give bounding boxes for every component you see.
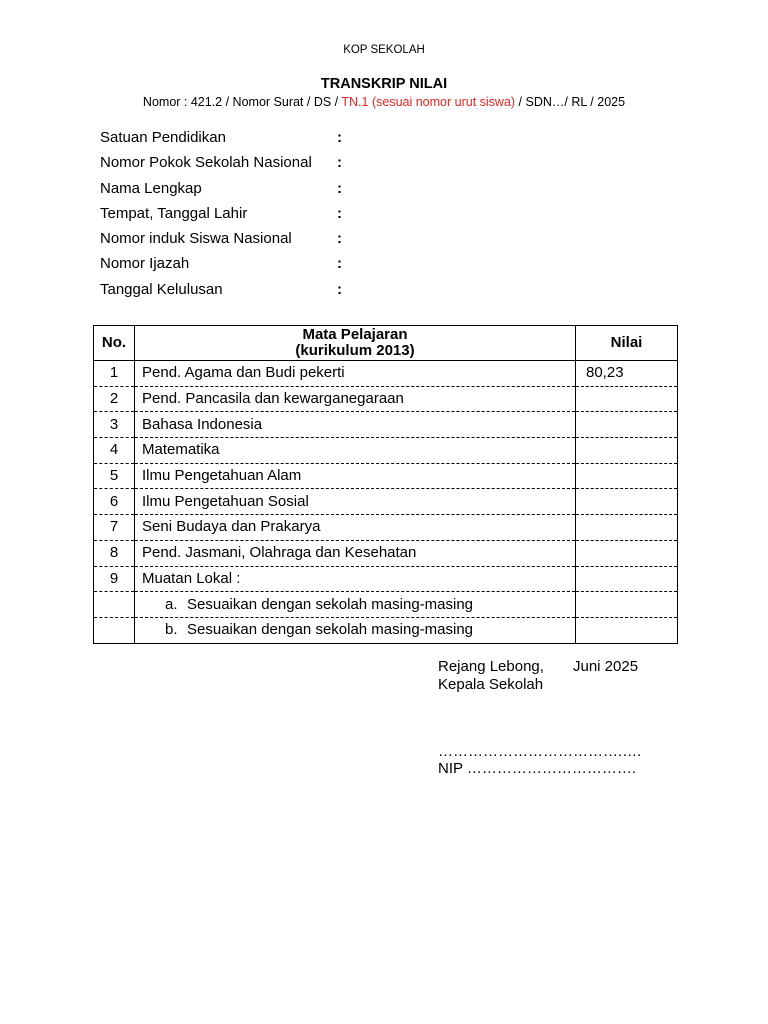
info-label: Nomor induk Siswa Nasional: [100, 230, 292, 248]
info-row: [100, 128, 400, 153]
header-no: No.: [94, 326, 135, 361]
subrow-value[interactable]: [576, 592, 678, 618]
row-no: 8: [94, 540, 135, 566]
row-value[interactable]: [576, 386, 678, 412]
letterhead-placeholder: KOP SEKOLAH: [343, 44, 425, 56]
row-no: 6: [94, 489, 135, 515]
row-subject: Matematika: [135, 438, 576, 464]
table-row: [94, 412, 678, 438]
header-value: Nilai: [576, 326, 678, 361]
subrow-subject: [135, 617, 576, 643]
row-value[interactable]: [576, 489, 678, 515]
info-colon: :: [337, 255, 342, 273]
header-subject-line1: Mata Pelajaran: [302, 326, 408, 343]
table-header-row: [94, 326, 678, 361]
subrow-no: [94, 617, 135, 643]
table-row: [94, 566, 678, 592]
row-no: 5: [94, 463, 135, 489]
subrow-text: Sesuaikan dengan sekolah masing-masing: [187, 595, 474, 613]
info-colon: :: [337, 280, 342, 298]
info-row: [100, 254, 400, 279]
student-info: [100, 128, 400, 305]
info-label: Tanggal Kelulusan: [100, 280, 223, 298]
info-label: Satuan Pendidikan: [100, 129, 226, 146]
table-row: [94, 515, 678, 541]
grades-table: [93, 325, 678, 644]
info-colon: :: [337, 129, 342, 146]
table-row: [94, 540, 678, 566]
row-subject: Pend. Agama dan Budi pekerti: [135, 361, 576, 387]
header-subject: [135, 326, 576, 361]
signature-month: Juni 2025: [573, 658, 639, 675]
number-highlight: TN.1 (sesuai nomor urut siswa): [341, 95, 516, 109]
document-number: [0, 95, 768, 109]
document-title: TRANSKRIP NILAI: [320, 76, 448, 92]
table-row: [94, 361, 678, 387]
row-no: 7: [94, 515, 135, 541]
row-subject: Pend. Pancasila dan kewarganegaraan: [135, 386, 576, 412]
row-subject: Ilmu Pengetahuan Alam: [135, 463, 576, 489]
signature-name-line: ……………………………….….: [438, 743, 642, 760]
subrow-label: a.: [165, 595, 178, 613]
row-subject: Seni Budaya dan Prakarya: [135, 515, 576, 541]
row-subject: Pend. Jasmani, Olahraga dan Kesehatan: [135, 540, 576, 566]
row-subject: Muatan Lokal :: [135, 566, 576, 592]
number-suffix: / SDN…/ RL / 2025: [515, 95, 626, 109]
row-value[interactable]: [576, 566, 678, 592]
row-no: 9: [94, 566, 135, 592]
signature-place: Rejang Lebong,: [438, 658, 544, 675]
subrow-subject: [135, 592, 576, 618]
info-colon: :: [337, 204, 342, 222]
info-colon: :: [337, 230, 342, 248]
row-value[interactable]: [576, 438, 678, 464]
table-row: [94, 463, 678, 489]
number-prefix: Nomor : 421.2 / Nomor Surat / DS /: [142, 95, 342, 109]
row-value[interactable]: [576, 540, 678, 566]
info-colon: :: [337, 154, 342, 172]
info-label: Nomor Pokok Sekolah Nasional: [100, 154, 312, 172]
table-row: [94, 438, 678, 464]
table-row: [94, 489, 678, 515]
row-value[interactable]: [576, 515, 678, 541]
info-row: [100, 280, 400, 305]
info-row: [100, 153, 400, 178]
row-subject: Ilmu Pengetahuan Sosial: [135, 489, 576, 515]
info-label: Nomor Ijazah: [100, 255, 190, 273]
row-no: 1: [94, 361, 135, 387]
signature-place-date: [438, 658, 639, 675]
row-value[interactable]: [576, 412, 678, 438]
table-subrow: [94, 592, 678, 618]
row-no: 3: [94, 412, 135, 438]
subrow-value[interactable]: [576, 617, 678, 643]
row-subject: Bahasa Indonesia: [135, 412, 576, 438]
info-label: Tempat, Tanggal Lahir: [100, 204, 248, 222]
subrow-label: b.: [165, 621, 178, 639]
subrow-text: Sesuaikan dengan sekolah masing-masing: [187, 621, 474, 639]
table-subrow: [94, 617, 678, 643]
row-value[interactable]: 80,23: [576, 361, 678, 387]
info-row: [100, 204, 400, 229]
info-row: [100, 229, 400, 254]
row-no: 2: [94, 386, 135, 412]
info-label: Nama Lengkap: [100, 179, 202, 197]
header-subject-line2: (kurikulum 2013): [295, 342, 415, 359]
signature-nip: NIP …………………………….: [438, 760, 637, 777]
row-no: 4: [94, 438, 135, 464]
subrow-no: [94, 592, 135, 618]
row-value[interactable]: [576, 463, 678, 489]
info-colon: :: [337, 179, 342, 197]
info-row: [100, 179, 400, 204]
signature-role: Kepala Sekolah: [438, 676, 544, 693]
table-row: [94, 386, 678, 412]
